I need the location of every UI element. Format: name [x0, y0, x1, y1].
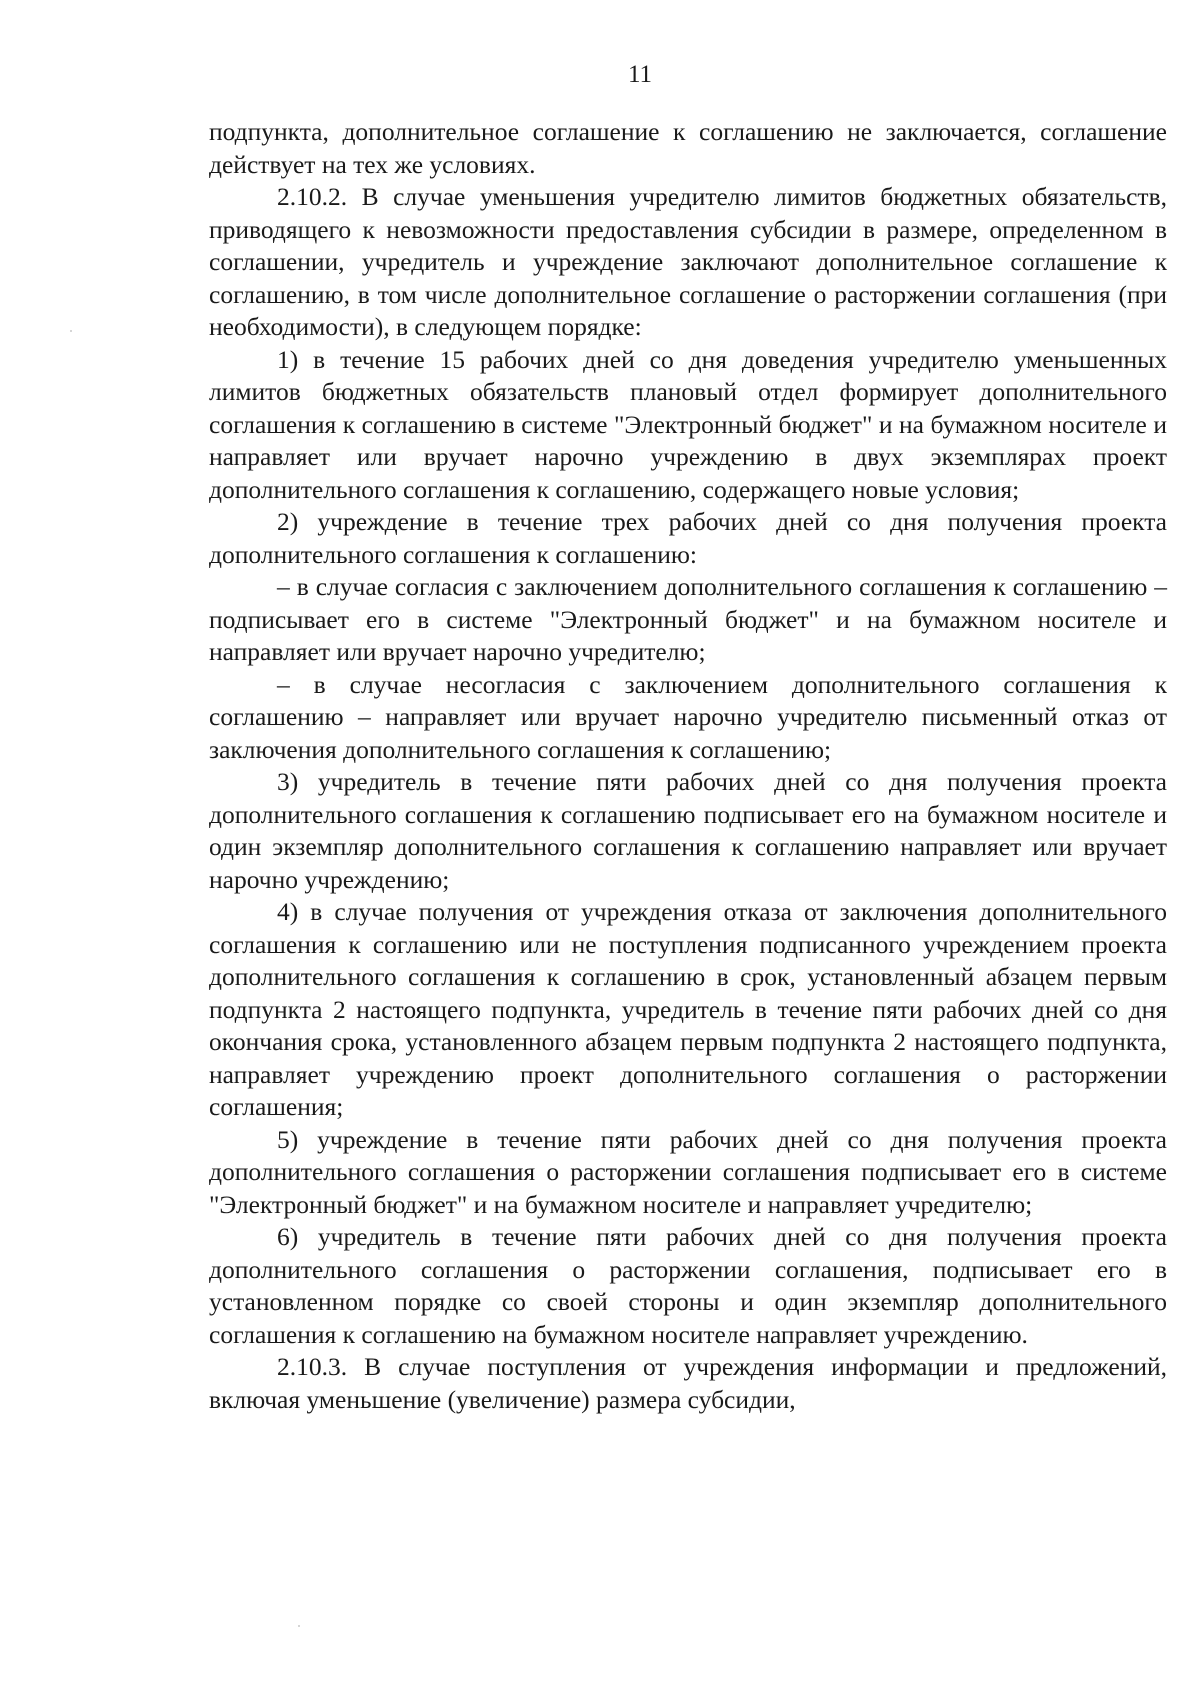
document-body	[209, 116, 1167, 1416]
list-item-2: 2) учреждение в течение трех рабочих дней со дня получения проекта дополнительного соглашения к соглашению:	[209, 507, 1167, 569]
list-item-2-consent: – в случае согласия с заключением дополнительного соглашения к соглашению – подписывает его в системе "Электронный бюджет" и на бумажном носителе и направляет или вручает нарочно учредителю;	[209, 572, 1167, 666]
scan-speck	[298, 1625, 300, 1627]
list-item-5: 5) учреждение в течение пяти рабочих дней со дня получения проекта дополнительного соглашения о расторжении соглашения подписывает его в системе "Электронный бюджет" и на бумажном носителе и направляет учредителю;	[209, 1124, 1167, 1219]
scan-speck	[70, 330, 72, 332]
page-number: 11	[627, 61, 653, 88]
list-item-2-refusal: – в случае несогласия с заключением дополнительного соглашения к соглашению – направляет или вручает нарочно учредителю письменный отказ от заключения дополнительного соглашения к соглашению;	[209, 669, 1167, 764]
paragraph-2-10-3: 2.10.3. В случае поступления от учреждения информации и предложений, включая уменьшение (увеличение) размера субсидии,	[209, 1352, 1167, 1414]
list-item-3: 3) учредитель в течение пяти рабочих дней со дня получения проекта дополнительного соглашения к соглашению подписывает его на бумажном носителе и один экземпляр дополнительного соглашения к соглашению направляет или вручает нарочно учреждению;	[209, 767, 1167, 894]
paragraph-2-10-2: 2.10.2. В случае уменьшения учредителю лимитов бюджетных обязательств, приводящего к невозможности предоставления субсидии в размере, определенном в соглашении, учредитель и учреждение заключают дополнительное соглашение к соглашению, в том числе дополнительное соглашение о расторжении соглашения (при необходимости), в следующем порядке:	[209, 182, 1167, 341]
paragraph-continuation: подпункта, дополнительное соглашение к соглашению не заключается, соглашение действует на тех же условиях.	[209, 117, 1167, 179]
list-item-4: 4) в случае получения от учреждения отказа от заключения дополнительного соглашения к соглашению или не поступления подписанного учреждением проекта дополнительного соглашения к соглашению в срок, установленный абзацем первым подпункта 2 настоящего подпункта, учредитель в течение пяти рабочих дней со дня окончания срока, установленного абзацем первым подпункта 2 настоящего подпункта, направляет учреждению проект дополнительного соглашения о расторжении соглашения;	[209, 897, 1167, 1121]
list-item-1: 1) в течение 15 рабочих дней со дня доведения учредителю уменьшенных лимитов бюджетных обязательств плановый отдел формирует дополнительного соглашения к соглашению в системе "Электронный бюджет" и на бумажном носителе и направляет или вручает нарочно учреждению в двух экземплярах проект дополнительного соглашения к соглашению, содержащего новые условия;	[209, 344, 1167, 504]
list-item-6: 6) учредитель в течение пяти рабочих дней со дня получения проекта дополнительного соглашения о расторжении соглашения, подписывает его в установленном порядке со своей стороны и один экземпляр дополнительного соглашения к соглашению на бумажном носителе направляет учреждению.	[209, 1222, 1167, 1349]
